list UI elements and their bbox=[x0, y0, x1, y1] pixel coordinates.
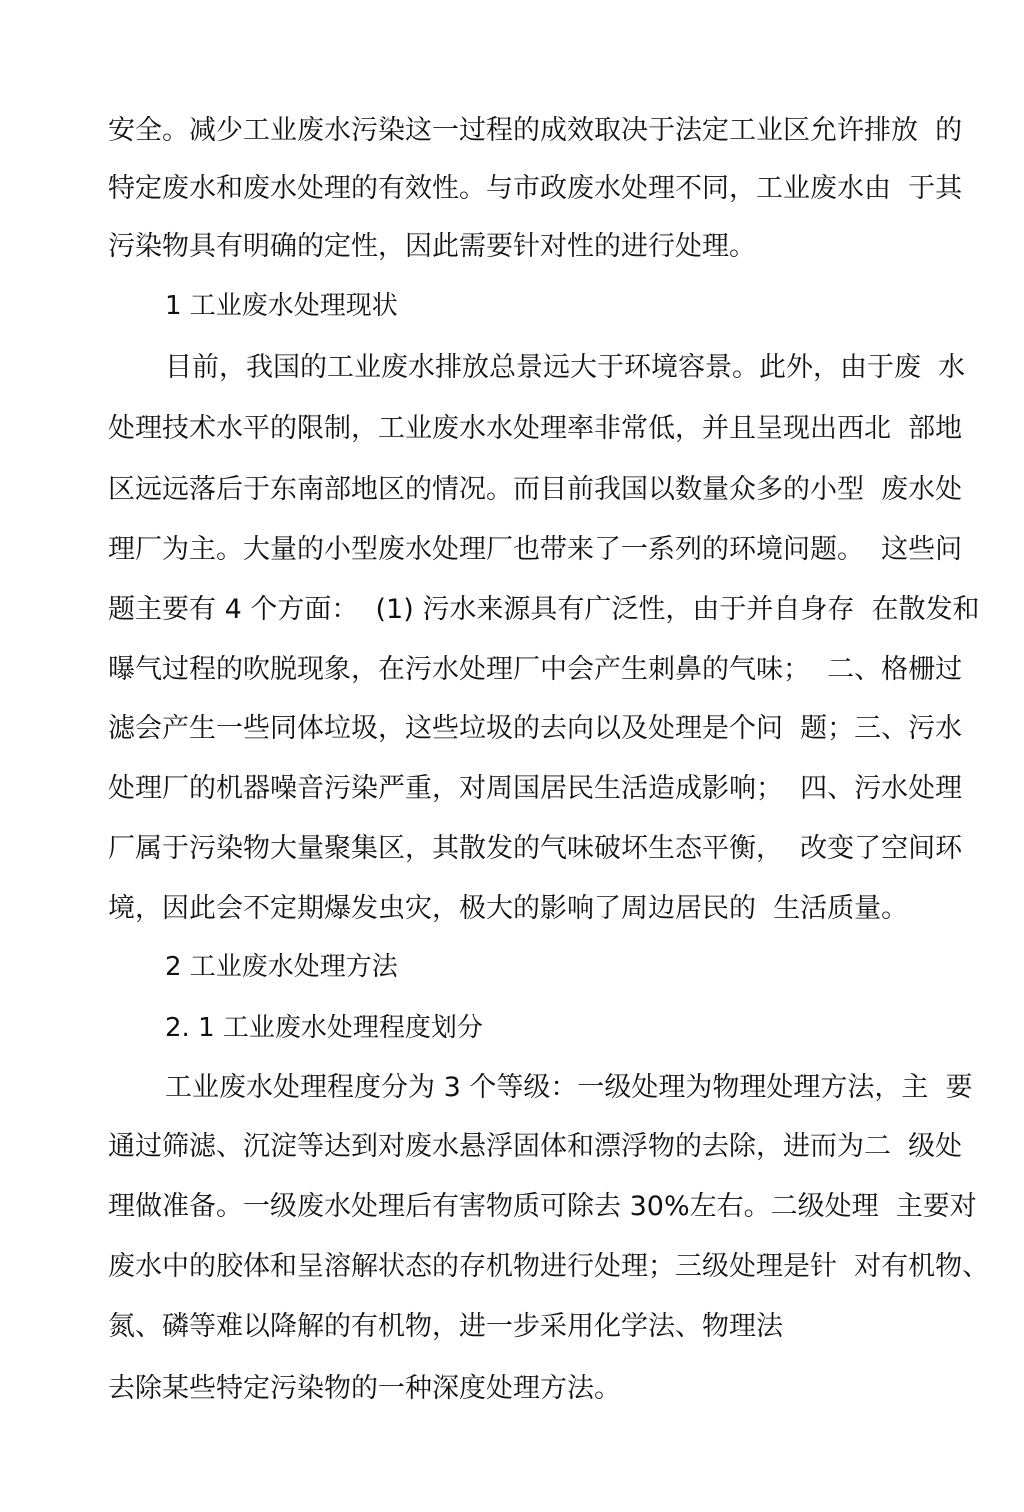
text-line: 处理技术水平的限制，工业废水水处理率非常低，并且呈现出西北 部地 bbox=[108, 413, 963, 444]
text-line: 曝气过程的吹脱现象，在污水处理厂中会产生刺鼻的气味； 二、格栅过 bbox=[108, 654, 963, 685]
text-line: 特定废水和废水处理的有效性。与市政废水处理不同，工业废水由 于其 bbox=[108, 173, 963, 204]
text-line: 废水中的胶体和呈溶解状态的存机物进行处理；三级处理是针 对有机物、 bbox=[108, 1251, 990, 1282]
text-line: 安全。减少工业废水污染这一过程的成效取决于法定工业区允许排放 的 bbox=[108, 115, 963, 146]
text-line: 滤会产生一些同体垃圾，这些垃圾的去向以及处理是个问 题；三、污水 bbox=[108, 713, 963, 744]
text-line: 厂属于污染物大量聚集区，其散发的气味破坏生态平衡， 改变了空间环 bbox=[108, 833, 963, 864]
section-heading: 2 工业废水处理方法 bbox=[165, 952, 398, 982]
text-line: 区远远落后于东南部地区的情况。而目前我国以数量众多的小型 废水处 bbox=[108, 474, 963, 505]
subsection-heading: 2. 1 工业废水处理程度划分 bbox=[165, 1013, 483, 1043]
text-line: 工业废水处理程度分为 3 个等级：一级处理为物理处理方法，主 要 bbox=[165, 1072, 973, 1103]
text-line: 境，因此会不定期爆发虫灾，极大的影响了周边居民的 生活质量。 bbox=[108, 893, 909, 924]
section-heading: 1 工业废水处理现状 bbox=[165, 291, 398, 321]
text-line: 污染物具有明确的定性，因此需要针对性的进行处理。 bbox=[108, 231, 756, 262]
text-line: 通过筛滤、沉淀等达到对废水悬浮固体和漂浮物的去除，进而为二 级处 bbox=[108, 1131, 963, 1162]
text-line: 理厂为主。大量的小型废水处理厂也带来了一系列的环境问题。 这些问 bbox=[108, 534, 963, 565]
text-line: 题主要有 4 个方面： (1) 污水来源具有广泛性，由于并自身存 在散发和 bbox=[108, 594, 980, 625]
text-line: 处理厂的机器噪音污染严重，对周国居民生活造成影响； 四、污水处理 bbox=[108, 773, 963, 804]
text-line: 目前，我国的工业废水排放总景远大于环境容景。此外，由于废 水 bbox=[165, 352, 966, 383]
text-line: 去除某些特定污染物的一种深度处理方法。 bbox=[108, 1373, 621, 1404]
text-line: 氮、磷等难以降解的有机物，进一步采用化学法、物理法 bbox=[108, 1311, 783, 1342]
text-line: 理做准备。一级废水处理后有害物质可除去 30%左右。二级处理 主要对 bbox=[108, 1191, 977, 1222]
